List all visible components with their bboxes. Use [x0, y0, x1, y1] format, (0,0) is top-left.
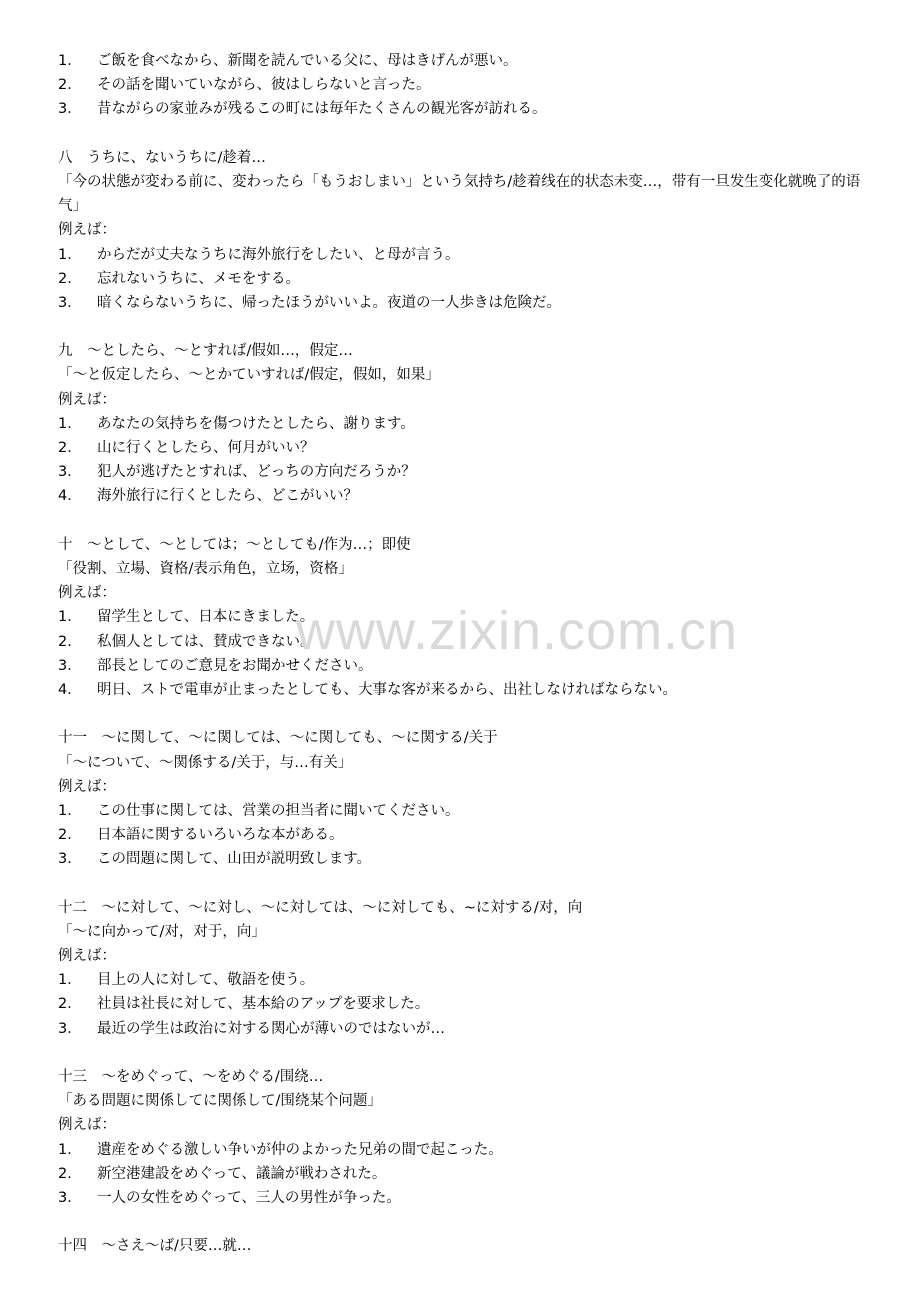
section-description: 「ある問題に関係してに関係して/围绕某个问题」 [58, 1093, 382, 1110]
example-sentence: 忘れないうちに、メモをする。 [97, 270, 300, 287]
example-item [58, 678, 878, 702]
grammar-section [58, 896, 878, 1041]
example-number: 2． [58, 270, 82, 287]
example-sentence: 留学生として、日本にきました。 [97, 609, 315, 626]
example-sentence: 目上の人に対して、敬語を使う。 [97, 972, 315, 989]
example-item [58, 630, 878, 654]
section-heading: 九 ～としたら、～とすれば/假如…，假定… [58, 343, 353, 360]
intro-example-list [58, 49, 878, 122]
example-number: 3． [58, 464, 82, 481]
example-sentence: 一人の女性をめぐって、三人の男性が争った。 [97, 1189, 401, 1206]
section-description: 「役割、立場、資格/表示角色，立场，资格」 [58, 560, 353, 577]
example-number: 2． [58, 77, 82, 94]
section-description: 「～に向かって/对，对于，向」 [58, 923, 266, 940]
grammar-section [58, 726, 878, 871]
example-item [58, 799, 878, 823]
grammar-section [58, 339, 878, 508]
example-sentence: その話を聞いていながら、彼はしらないと言った。 [97, 77, 431, 94]
example-item [58, 484, 878, 508]
example-item [58, 49, 878, 73]
example-item [58, 1162, 878, 1186]
grammar-sections [58, 122, 878, 1259]
section-description: 「今の状態が変わる前に、変わったら「もうおしまい」という気持ち/趁着线在的状态未变…，带有一旦发生变化就晚了的语气」 [58, 173, 861, 215]
example-sentence: 海外旅行に行くとしたら、どこがいい？ [97, 488, 358, 505]
example-sentence: 新空港建設をめぐって、議論が戦わされた。 [97, 1165, 387, 1182]
example-sentence: 遺産をめぐる激しい争いが仲のよかった兄弟の間で起こった。 [97, 1141, 503, 1158]
section-heading: 十四 ～さえ～ば/只要…就… [58, 1238, 252, 1255]
section-spacer [58, 871, 878, 895]
example-item [58, 992, 878, 1016]
example-number: 1． [58, 802, 82, 819]
example-item [58, 1186, 878, 1210]
example-sentence: 私個人としては、賛成できない。 [97, 633, 315, 650]
grammar-section [58, 146, 878, 315]
example-item [58, 412, 878, 436]
example-sentence: この問題に関して、山田が説明致します。 [97, 851, 372, 868]
example-item [58, 847, 878, 871]
example-number: 2． [58, 996, 82, 1013]
example-item [58, 823, 878, 847]
example-label: 例えば： [58, 391, 116, 408]
example-sentence: 山に行くとしたら、何月がいい？ [97, 440, 315, 457]
example-sentence: ご飯を食べなから、新聞を読んでいる父に、母はきげんが悪い。 [97, 53, 518, 69]
example-item [58, 1138, 878, 1162]
example-item [58, 73, 878, 97]
example-item [58, 605, 878, 629]
example-item [58, 968, 878, 992]
example-number: 4． [58, 488, 82, 505]
section-heading: 十一 ～に関して、～に関しては、～に関しても、～に関する/关于 [58, 730, 498, 747]
example-number: 2． [58, 440, 82, 457]
example-number: 1． [58, 53, 82, 69]
example-item [58, 243, 878, 267]
grammar-section [58, 1234, 878, 1258]
example-sentence: 犯人が逃げたとすれば、どっちの方向だろうか？ [97, 464, 416, 481]
section-spacer [58, 702, 878, 726]
example-item [58, 291, 878, 315]
section-spacer [58, 509, 878, 533]
example-sentence: 昔ながらの家並みが残るこの町には毎年たくさんの観光客が訪れる。 [97, 101, 547, 118]
example-number: 3． [58, 851, 82, 868]
example-sentence: 明日、ストで電車が止まったとしても、大事な客が来るから、出社しなければならない。 [97, 681, 677, 698]
section-spacer [58, 122, 878, 146]
example-sentence: あなたの気持ちを傷つけたとしたら、謝ります。 [97, 415, 415, 432]
watermark: www.zixin.com.cn [296, 601, 739, 661]
example-item [58, 267, 878, 291]
example-label: 例えば： [58, 1117, 116, 1134]
section-description: 「～と仮定したら、～とかていすれば/假定，假如，如果」 [58, 367, 440, 384]
section-heading: 八 うちに、ないうちに/趁着… [58, 149, 266, 166]
example-number: 3． [58, 1020, 82, 1037]
example-sentence: からだが丈夫なうちに海外旅行をしたい、と母が言う。 [97, 246, 460, 263]
example-number: 1． [58, 609, 82, 626]
example-number: 3． [58, 657, 82, 674]
section-spacer [58, 1210, 878, 1234]
example-number: 1． [58, 972, 82, 989]
example-label: 例えば： [58, 948, 116, 965]
section-heading: 十 ～として、～としては；～としても/作为…；即使 [58, 536, 411, 553]
example-item [58, 460, 878, 484]
example-number: 3． [58, 1189, 82, 1206]
section-heading: 十二 ～に対して、～に対し、～に対しては、～に対しても、~に対する/对，向 [58, 899, 583, 916]
example-number: 1． [58, 246, 82, 263]
example-number: 1． [58, 1141, 82, 1158]
example-number: 2． [58, 1165, 82, 1182]
section-description: 「～について、～関係する/关于，与…有关」 [58, 754, 353, 771]
example-number: 2． [58, 827, 82, 844]
example-sentence: 暗くならないうちに、帰ったほうがいいよ。夜道の一人歩きは危険だ。 [97, 294, 561, 311]
example-sentence: この仕事に関しては、営業の担当者に聞いてください。 [97, 802, 460, 819]
section-spacer [58, 315, 878, 339]
example-number: 1． [58, 415, 82, 432]
example-number: 3． [58, 101, 82, 118]
grammar-section [58, 1065, 878, 1210]
example-sentence: 最近の学生は政治に対する関心が薄いのではないが… [97, 1020, 445, 1037]
example-number: 4． [58, 681, 82, 698]
section-heading: 十三 ～をめぐって、～をめぐる/围绕… [58, 1068, 324, 1085]
example-sentence: 部長としてのご意見をお聞かせください。 [97, 657, 373, 674]
document-body [58, 49, 878, 1258]
example-item [58, 97, 878, 121]
example-label: 例えば： [58, 778, 116, 795]
example-sentence: 社員は社長に対して、基本給のアップを要求した。 [97, 996, 430, 1013]
example-number: 3． [58, 294, 82, 311]
example-label: 例えば： [58, 222, 116, 239]
example-sentence: 日本語に関するいろいろな本がある。 [97, 827, 344, 844]
example-number: 2． [58, 633, 82, 650]
example-item [58, 1017, 878, 1041]
grammar-section [58, 533, 878, 702]
section-spacer [58, 1041, 878, 1065]
example-item [58, 654, 878, 678]
example-item [58, 436, 878, 460]
example-label: 例えば： [58, 585, 116, 602]
